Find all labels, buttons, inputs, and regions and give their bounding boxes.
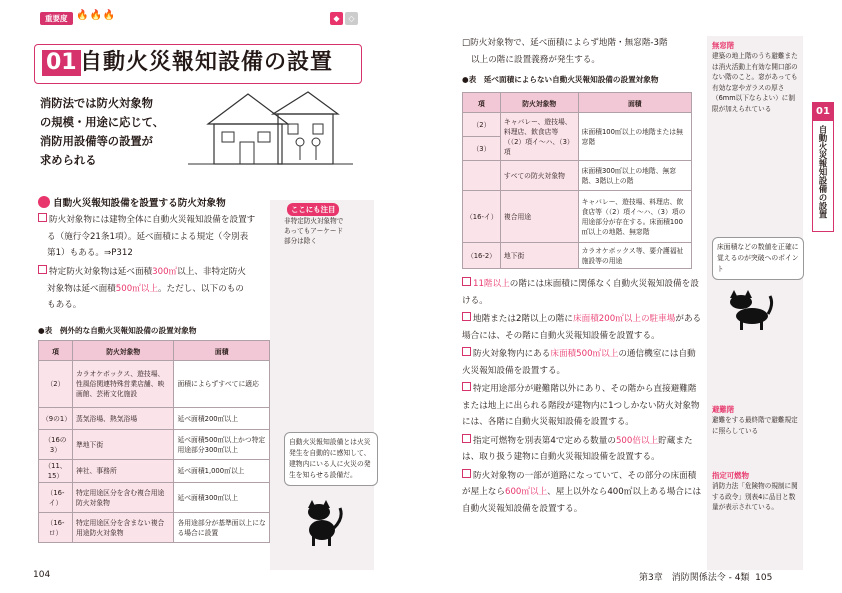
table-row: （16-2） 地下街 カラオケボックス等、要介護福祉施設等の用途 <box>463 243 692 269</box>
lead-text: 消防法では防火対象物 の規模・用途に応じて、 消防用設備等の設置が 求められる <box>40 97 165 167</box>
section-heading: 自動火災報知設備を設置する防火対象物 <box>38 195 226 209</box>
chapter-side-tab: 01 自動火災報知設備の設置 <box>812 102 834 232</box>
page-title: 自動火災報知設備の設置 <box>80 50 334 75</box>
paragraph-1: 防火対象物には建物全体に自動火災報知設備を設置す る（施行令21条1項）。延べ面積による規定（令別表 第1）もある。⇒P312 <box>38 212 270 262</box>
table-row: （2） キャバレー、遊技場、料理店、飲食店等（（2）項イ〜ハ、（3）項 床面積100㎡以上の地階または無窓階 <box>463 113 692 137</box>
bullet-item: 11階以上の階には床面積に関係なく自動火災報知設備を設ける。 <box>462 279 699 306</box>
table-row: （9の1） 蒸気浴場、熱気浴場 延べ面積200㎡以上 <box>39 408 270 430</box>
right-bullets <box>462 276 702 517</box>
table-row: （16-イ） 特定用途区分を含む複合用途防火対象物 延べ面積300㎡以上 <box>39 483 270 513</box>
bullet-item: 防火対象物内にある床面積500㎡以上の通信機室には自動火災報知設備を設置する。 <box>462 349 696 376</box>
bullet-item: 指定可燃物を別表第4で定める数量の500倍以上貯蔵または、取り扱う建物に自動火災報知設備を設置する。 <box>462 435 693 462</box>
note-body: 非特定防火対象物であってもアーケード部分は除く <box>284 217 344 245</box>
side-note-1: 無窓階 建築の地上階のうち避難または消火活動上有効な開口部のない階のこと。窓があっても有効な窓やガラスの厚さ（6mm以下ならよい）に制限が加えられている <box>712 41 798 113</box>
speech-bubble: 自動火災報知設備とは火災発生を自動的に感知して、建物内にいる人に火災の発生を知らせる設備だ。 <box>284 432 378 486</box>
bullet-item: 地階または2階以上の階に床面積200㎡以上の駐車場がある場合には、その階に自動火災報知設備を設置する。 <box>462 314 702 341</box>
table-row: （11、15） 神社、事務所 延べ面積1,000㎡以上 <box>39 460 270 483</box>
side-note-2: 避難階 避難をする最終階で避難規定に照らしている <box>712 405 798 435</box>
cat-illustration <box>300 498 344 548</box>
table-header-row: 項 防火対象物 面積 <box>463 93 692 113</box>
lightbulb-icon: ◇ <box>345 12 358 25</box>
page-number-right: 105 <box>755 573 773 583</box>
cat-illustration-right <box>724 286 774 332</box>
footer-chapter: 第3章 消防関係法令 - 4類 105 <box>639 573 773 583</box>
table-row: （2） カラオケボックス、遊技場、性風俗関連特殊営業店舗、映画館、芸術文化施設 面積によらずすべてに適応 <box>39 361 270 408</box>
bullet-item: 特定用途部分が避難階以外にあり、その階から直接避難階または地上に出られる階段が建物内に1つしかない防火対象物には、各階に自動火災報知設備を設置する。 <box>462 384 700 427</box>
paragraph-2: 特定防火対象物は延べ面積300㎡以上、非特定防火 対象物は延べ面積500㎡以上。ただし、以下のもの もある。 <box>38 264 270 314</box>
bullet-item: 防火対象物の一部が道路になっていて、その部分の床面積が屋上なら600㎡以上、屋上以外なら400㎡以上ある場合には自動火災報知設備を設置する。 <box>462 470 702 514</box>
left-table <box>38 340 270 543</box>
importance-tag: 重要度 <box>40 12 73 25</box>
left-table-title: ●表 例外的な自動火災報知設備の設置対象物 <box>38 326 197 335</box>
section-number: 01 <box>42 50 81 76</box>
house-illustration <box>188 84 353 172</box>
table-row: （16の3） 準地下街 延べ面積500㎡以上かつ特定用途部分300㎡以上 <box>39 430 270 460</box>
note-label: ここにも注目 <box>287 203 339 216</box>
table-header-row: 項 防火対象物 面積 <box>39 341 270 361</box>
bulb-icon: ◆ <box>330 12 343 25</box>
right-table <box>462 92 692 269</box>
page-number-left: 104 <box>33 570 51 580</box>
table-row: すべての防火対象物 床面積300㎡以上の地階、無窓階、3階以上の階 <box>463 161 692 191</box>
right-top-paragraph: □防火対象物で、延べ面積によらず地階・無窓階-3階 以上の階に設置義務が発生する。 <box>462 38 668 65</box>
hint-icons <box>330 12 358 25</box>
flame-icons: 🔥🔥🔥 <box>76 10 117 21</box>
cat-speech-bubble: 床面積などの数値を正確に覚えるのが突破へのポイント <box>712 237 804 280</box>
table-row: （3） <box>463 137 692 161</box>
right-table-title: ●表 延べ面積によらない自動火災報知設備の設置対象物 <box>462 75 659 84</box>
table-row: （16-ロ） 特定用途区分を含まない複合用途防火対象物 各用途部分が基準面以上になる場合に設置 <box>39 513 270 543</box>
table-row: （16-イ） 複合用途 キャバレー、遊技場、料理店、飲食店等（（2）項イ〜ハ、（3）項の用途部分が存在する。床面積100㎡以上の地階、無窓階 <box>463 191 692 243</box>
alarm-icon <box>38 196 50 208</box>
side-note-3: 指定可燃物 消防力法「危険物の規制に関する政令」別表4に品目と数量が表示されている。 <box>712 471 798 511</box>
